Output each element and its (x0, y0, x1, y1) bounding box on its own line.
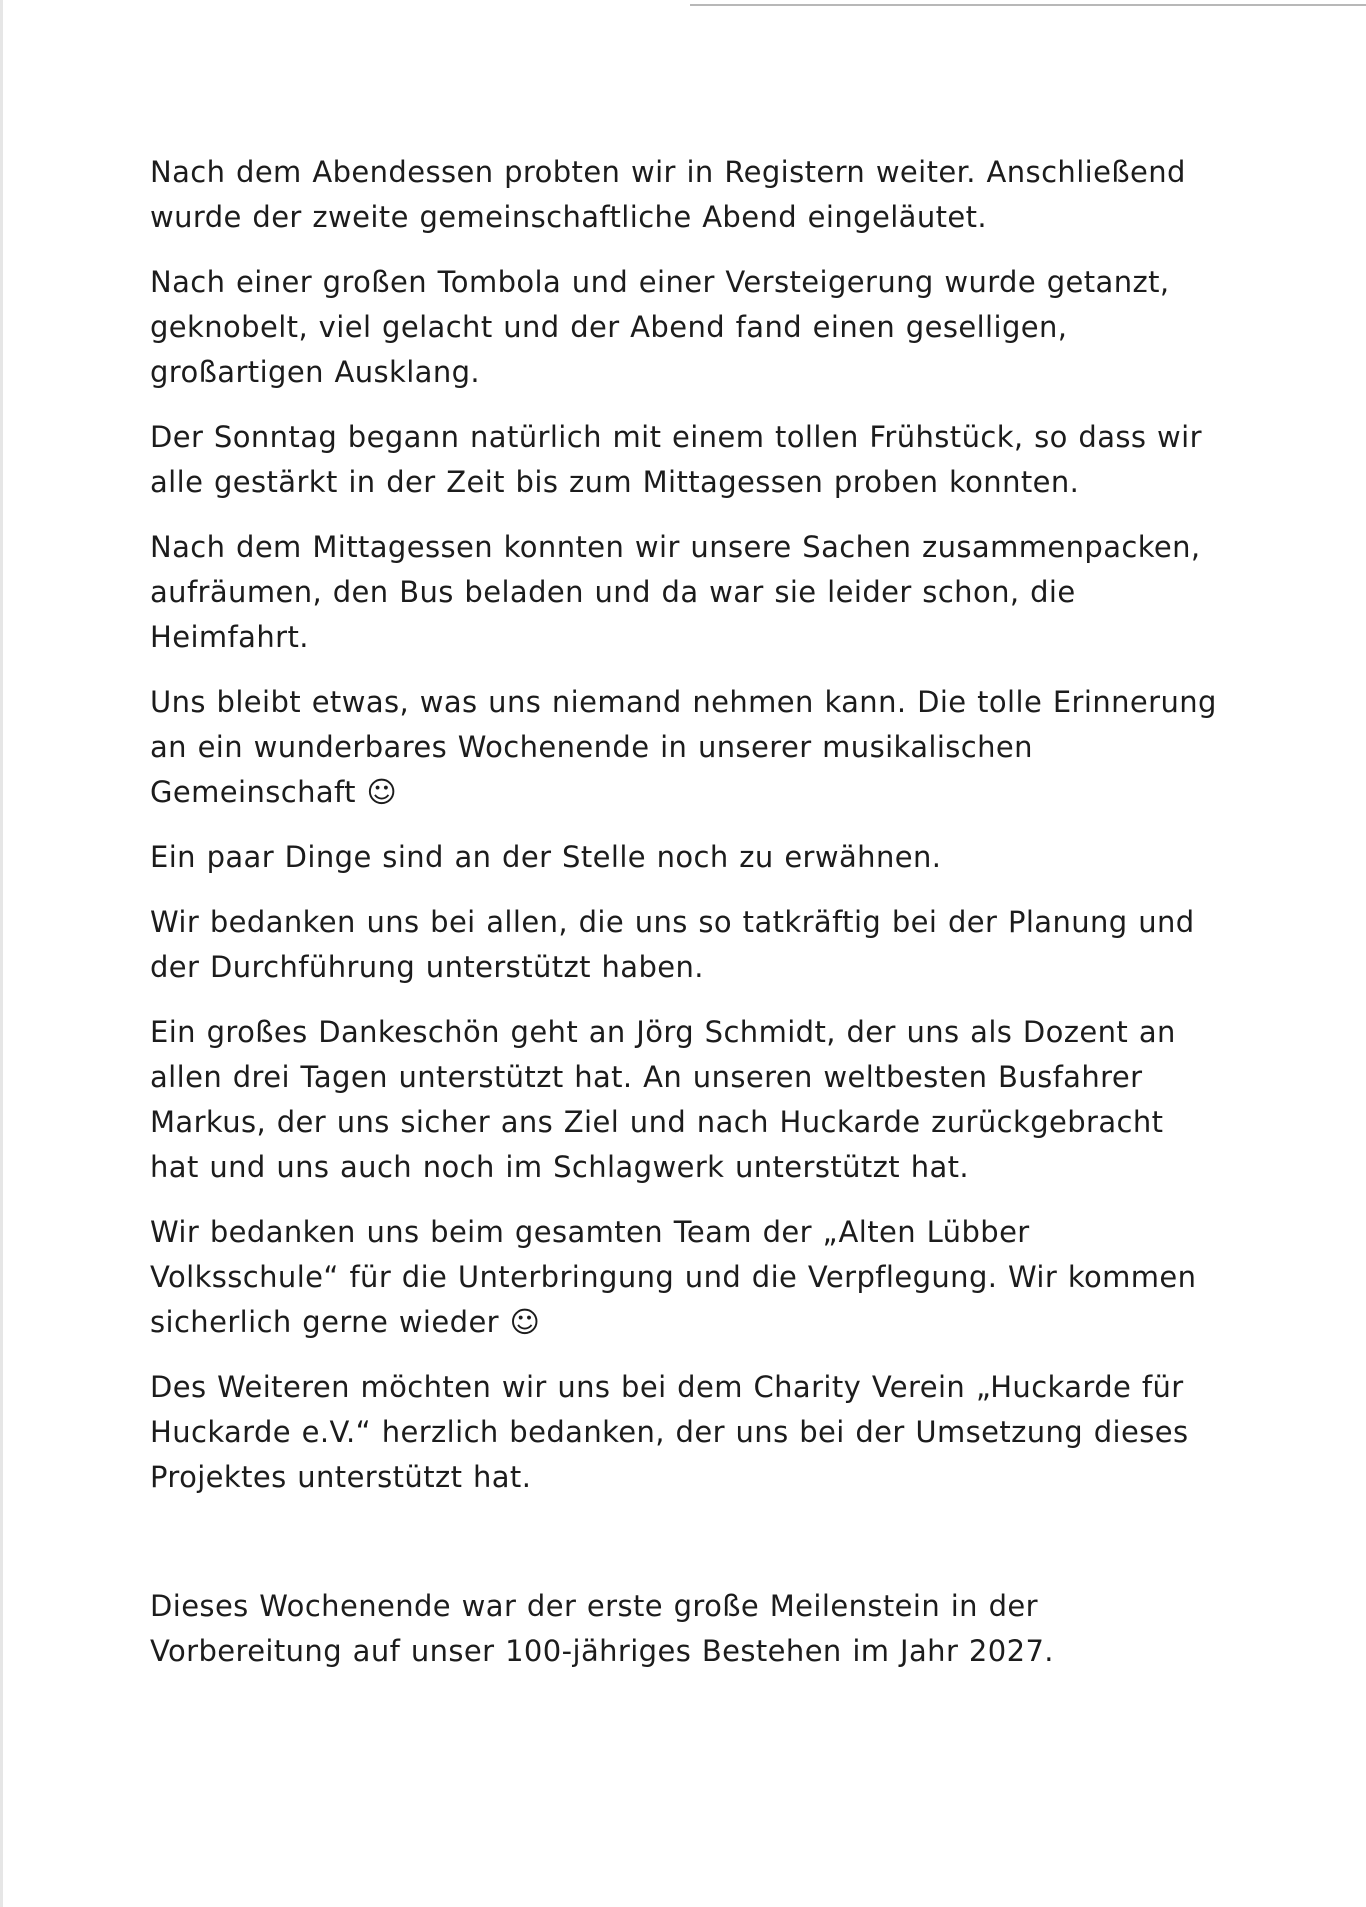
paragraph-tombola (150, 260, 1200, 395)
paragraph-thanks-venue (150, 1210, 1200, 1345)
text-line: an ein wunderbares Wochenende in unserer musikalischen (150, 730, 1033, 764)
text-line: Gemeinschaft ☺ (150, 775, 398, 809)
text-line: Ein großes Dankeschön geht an Jörg Schmidt, der uns als Dozent an (150, 1015, 1176, 1049)
text-line: aufräumen, den Bus beladen und da war sie leider schon, die (150, 575, 1076, 609)
text-line: Projektes unterstützt hat. (150, 1460, 532, 1494)
text-line: Dieses Wochenende war der erste große Meilenstein in der (150, 1589, 1038, 1623)
text-line: Des Weiteren möchten wir uns bei dem Charity Verein „Huckarde für (150, 1370, 1184, 1404)
text-line: Uns bleibt etwas, was uns niemand nehmen kann. Die tolle Erinnerung (150, 685, 1217, 719)
text-line: Wir bedanken uns bei allen, die uns so tatkräftig bei der Planung und (150, 905, 1195, 939)
scan-top-line (690, 4, 1366, 6)
paragraph-thanks-all (150, 900, 1200, 990)
text-line: alle gestärkt in der Zeit bis zum Mittagessen proben konnten. (150, 465, 1080, 499)
paragraph-thanks-charity (150, 1365, 1200, 1500)
text-line: Nach dem Abendessen probten wir in Registern weiter. Anschließend (150, 155, 1186, 189)
text-line: geknobelt, viel gelacht und der Abend fand einen geselligen, (150, 310, 1068, 344)
text-line: Der Sonntag begann natürlich mit einem tollen Frühstück, so dass wir (150, 420, 1202, 454)
paragraph-milestone (150, 1584, 1200, 1674)
text-line: Huckarde e.V.“ herzlich bedanken, der uns bei der Umsetzung dieses (150, 1415, 1189, 1449)
text-line: Heimfahrt. (150, 620, 309, 654)
text-line: Wir bedanken uns beim gesamten Team der „Alten Lübber (150, 1215, 1030, 1249)
paragraph-thanks-lecturer (150, 1010, 1200, 1190)
text-line: Ein paar Dinge sind an der Stelle noch zu erwähnen. (150, 840, 942, 874)
paragraph-departure (150, 525, 1200, 660)
text-line: Nach dem Mittagessen konnten wir unsere Sachen zusammenpacken, (150, 530, 1201, 564)
document-page (150, 150, 1217, 1674)
text-line: Vorbereitung auf unser 100-jähriges Bestehen im Jahr 2027. (150, 1634, 1054, 1668)
text-line: sicherlich gerne wieder ☺ (150, 1305, 541, 1339)
text-line: Markus, der uns sicher ans Ziel und nach Huckarde zurückgebracht (150, 1105, 1164, 1139)
text-line: Volksschule“ für die Unterbringung und die Verpflegung. Wir kommen (150, 1260, 1197, 1294)
text-line: der Durchführung unterstützt haben. (150, 950, 704, 984)
text-line: allen drei Tagen unterstützt hat. An unseren weltbesten Busfahrer (150, 1060, 1143, 1094)
paragraph-memory (150, 680, 1217, 815)
text-line: großartigen Ausklang. (150, 355, 481, 389)
text-line: hat und uns auch noch im Schlagwerk unterstützt hat. (150, 1150, 970, 1184)
text-line: Nach einer großen Tombola und einer Versteigerung wurde getanzt, (150, 265, 1170, 299)
text-line: wurde der zweite gemeinschaftliche Abend eingeläutet. (150, 200, 988, 234)
scan-edge (0, 0, 3, 1907)
paragraph-sunday (150, 415, 1200, 505)
paragraph-mentions (150, 835, 1200, 880)
paragraph-evening-rehearsal (150, 150, 1200, 240)
